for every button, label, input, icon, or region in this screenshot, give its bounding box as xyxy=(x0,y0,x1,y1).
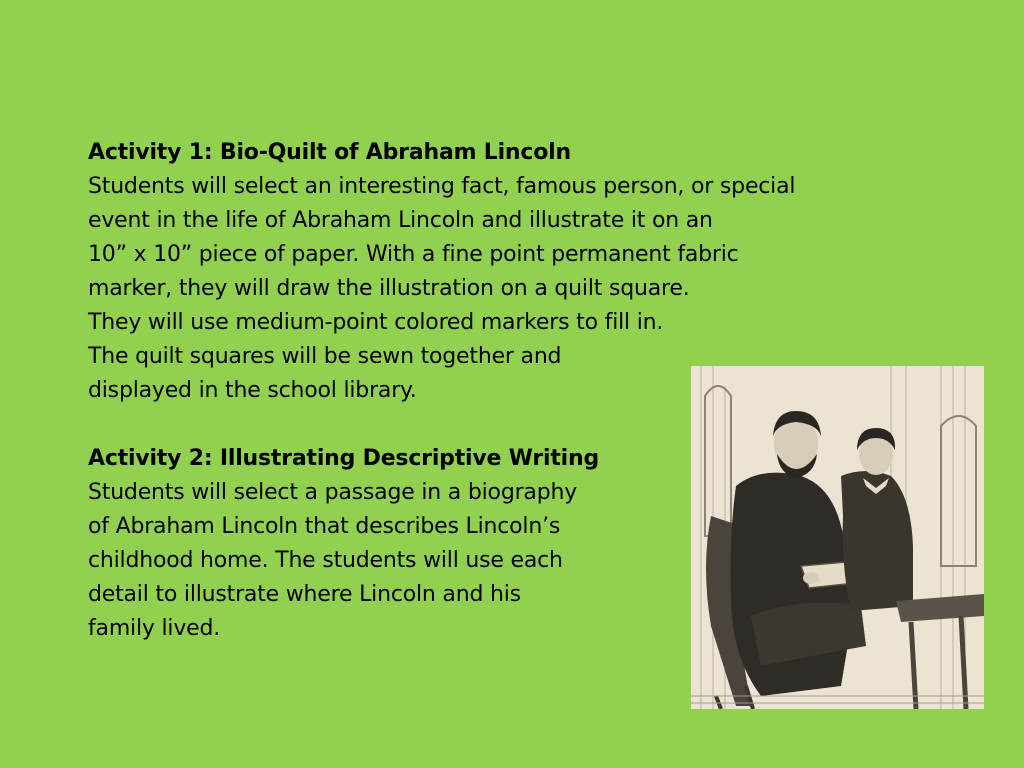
activity-1-line: displayed in the school library. xyxy=(88,378,417,403)
activity-1-heading: Activity 1: Bio-Quilt of Abraham Lincoln xyxy=(88,140,571,165)
lincoln-engraving-image xyxy=(691,366,984,709)
activity-2-line: detail to illustrate where Lincoln and his xyxy=(88,582,521,607)
activity-1-line: marker, they will draw the illustration on a quilt square. xyxy=(88,276,690,301)
activity-2-heading: Activity 2: Illustrating Descriptive Writing xyxy=(88,446,600,471)
activity-1-line: The quilt squares will be sewn together and xyxy=(88,344,562,369)
activity-1-line: event in the life of Abraham Lincoln and illustrate it on an xyxy=(88,208,713,233)
activity-2-line: of Abraham Lincoln that describes Lincoln’s xyxy=(88,514,561,539)
activity-2-line: Students will select a passage in a biography xyxy=(88,480,578,505)
activity-2-line: childhood home. The students will use each xyxy=(88,548,563,573)
activity-1-line: Students will select an interesting fact, famous person, or special xyxy=(88,174,796,199)
engraving-lincoln-reading-with-son-icon xyxy=(691,366,984,709)
activity-1-line: 10” x 10” piece of paper. With a fine point permanent fabric xyxy=(88,242,739,267)
activity-2-line: family lived. xyxy=(88,616,221,641)
activity-1-line: They will use medium-point colored markers to fill in. xyxy=(88,310,664,335)
